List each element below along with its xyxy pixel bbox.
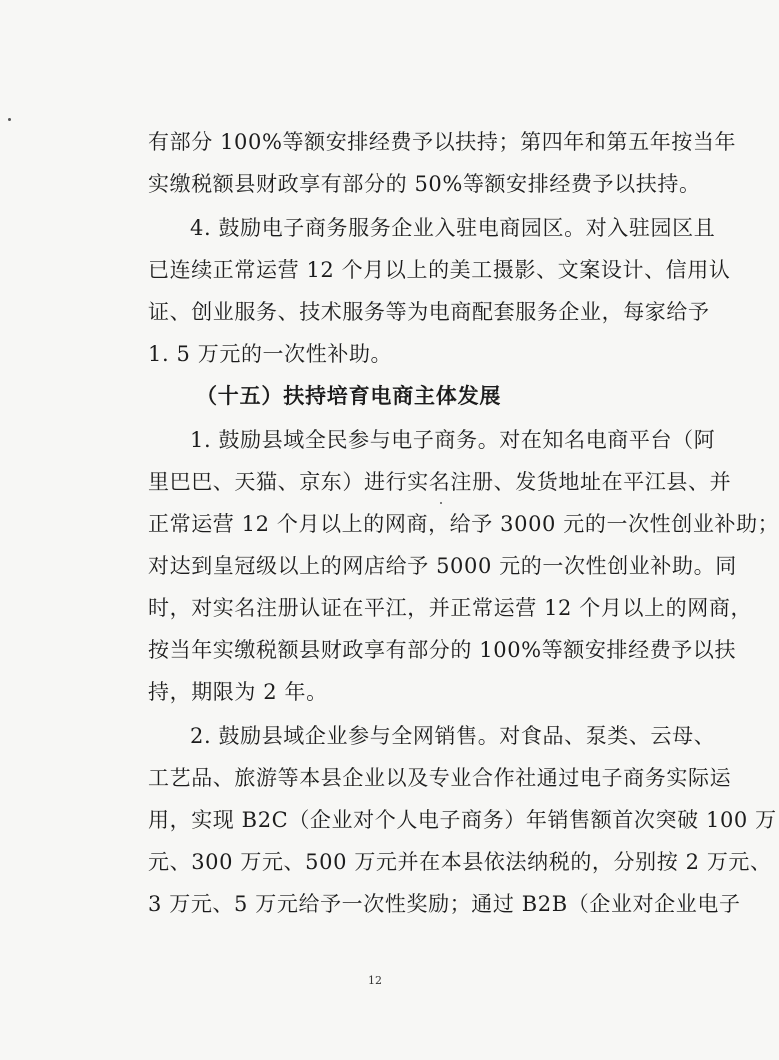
- body-text-line: 时，对实名注册认证在平江，并正常运营 12 个月以上的网商，: [148, 596, 753, 620]
- body-text-line: 按当年实缴税额县财政享有部分的 100%等额安排经费予以扶: [148, 638, 737, 662]
- body-text-line: 对达到皇冠级以上的网店给予 5000 元的一次性创业补助。同: [148, 554, 737, 578]
- body-text-line: 工艺品、旅游等本县企业以及专业合作社通过电子商务实际运: [148, 766, 732, 790]
- body-text-line: 里巴巴、天猫、京东）进行实名注册、发货地址在平江县、并: [148, 470, 732, 494]
- body-text-line: 实缴税额县财政享有部分的 50%等额安排经费予以扶持。: [148, 172, 701, 196]
- body-text-line: 用，实现 B2C（企业对个人电子商务）年销售额首次突破 100 万: [148, 808, 777, 832]
- scan-speck: [8, 118, 11, 121]
- scan-speck: [440, 502, 442, 504]
- section-heading: （十五）扶持培育电商主体发展: [196, 383, 502, 408]
- body-text-line: 已连续正常运营 12 个月以上的美工摄影、文案设计、信用认: [148, 258, 731, 282]
- body-text-line: 1. 5 万元的一次性补助。: [148, 342, 393, 366]
- body-text-line: 元、300 万元、500 万元并在本县依法纳税的，分别按 2 万元、: [148, 850, 772, 874]
- body-text-line: 正常运营 12 个月以上的网商，给予 3000 元的一次性创业补助；: [148, 512, 779, 536]
- body-text-line: 证、创业服务、技术服务等为电商配套服务企业，每家给予: [148, 300, 710, 324]
- body-text-line: 4. 鼓励电子商务服务企业入驻电商园区。对入驻园区且: [190, 216, 716, 240]
- body-text-line: 有部分 100%等额安排经费予以扶持；第四年和第五年按当年: [148, 130, 737, 154]
- body-text-line: 2. 鼓励县域企业参与全网销售。对食品、泵类、云母、: [190, 724, 716, 748]
- body-text-line: 持，期限为 2 年。: [148, 680, 328, 704]
- body-text-line: 3 万元、5 万元给予一次性奖励；通过 B2B（企业对企业电子: [148, 892, 741, 916]
- body-text-line: 1. 鼓励县域全民参与电子商务。对在知名电商平台（阿: [190, 428, 716, 452]
- page-number: 12: [368, 974, 382, 987]
